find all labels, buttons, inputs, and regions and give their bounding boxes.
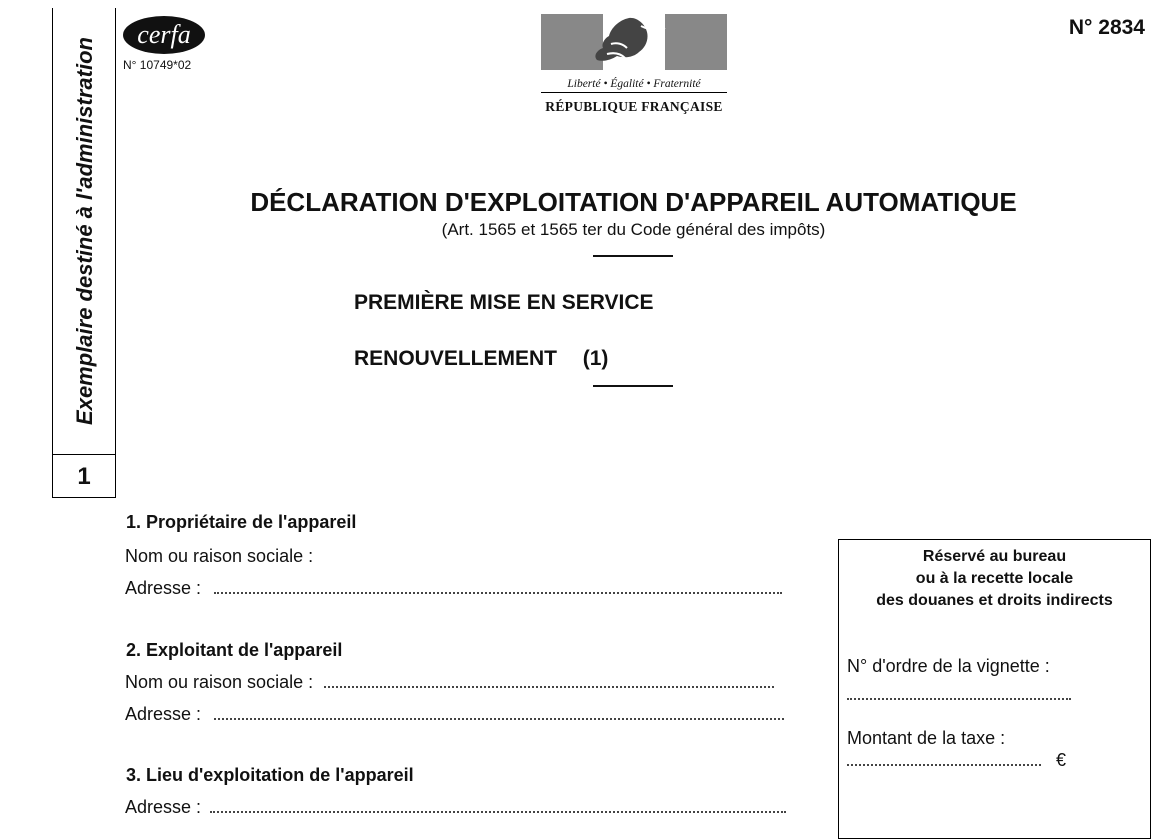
cerfa-logo (123, 16, 205, 54)
location-address-dotted-line (210, 799, 786, 813)
operator-name-field[interactable] (125, 672, 774, 693)
section-operator-heading: 2. Exploitant de l'appareil (126, 640, 343, 660)
copy-number: 1 (52, 454, 116, 498)
cerfa-number: N° 10749*02 (123, 58, 192, 72)
location-address-field[interactable] (125, 797, 786, 818)
owner-address-field[interactable] (125, 578, 782, 599)
reserved-title (839, 546, 1150, 612)
title-divider (593, 255, 673, 257)
options-divider (593, 385, 673, 387)
reserved-title-line-1: Réservé au bureau (922, 548, 1067, 565)
operator-address-dotted-line (214, 706, 784, 720)
operator-name-dotted-line (324, 674, 774, 688)
administration-copy-band (52, 8, 116, 498)
form-title: DÉCLARATION D'EXPLOITATION D'APPAREIL AUTOMATIQUE (250, 187, 1017, 217)
copy-destination-label: Exemplaire destiné à l'administration (72, 37, 98, 425)
section-owner-heading: 1. Propriétaire de l'appareil (126, 512, 357, 532)
tax-amount-field[interactable] (847, 750, 1066, 771)
option-renewal-note: (1) (582, 347, 609, 370)
form-number: N° 2834 (1068, 16, 1145, 39)
reserved-title-line-3: des douanes et droits indirects (876, 592, 1113, 609)
tax-amount-label: Montant de la taxe : (847, 728, 1006, 748)
owner-address-label: Adresse : (125, 578, 202, 598)
tax-currency-symbol: € (1056, 750, 1067, 770)
location-address-label: Adresse : (125, 797, 202, 817)
option-renewal-label: RENOUVELLEMENT (354, 347, 558, 370)
option-renewal (354, 347, 608, 371)
vignette-number-dotted-line (847, 686, 1071, 700)
republic-motto: Liberté • Égalité • Fraternité (541, 78, 727, 93)
vignette-number-field[interactable] (847, 686, 1071, 705)
owner-name-field[interactable] (125, 546, 313, 567)
owner-address-dotted-line (214, 580, 782, 594)
tax-amount-dotted-line (847, 752, 1041, 766)
operator-address-label: Adresse : (125, 704, 202, 724)
owner-name-label: Nom ou raison sociale : (125, 546, 314, 566)
vignette-number-label: N° d'ordre de la vignette : (847, 656, 1050, 676)
cerfa-logo-text: cerfa (137, 20, 191, 49)
section-location-heading: 3. Lieu d'exploitation de l'appareil (126, 765, 414, 785)
reserved-title-line-2: ou à la recette locale (915, 570, 1074, 587)
option-first-service: PREMIÈRE MISE EN SERVICE (354, 291, 654, 314)
operator-name-label: Nom ou raison sociale : (125, 672, 314, 692)
reserved-office-box (838, 539, 1151, 839)
republic-name: RÉPUBLIQUE FRANÇAISE (545, 99, 723, 114)
operator-address-field[interactable] (125, 704, 784, 725)
marianne-logo (541, 14, 727, 70)
form-subtitle: (Art. 1565 et 1565 ter du Code général des impôts) (441, 220, 826, 239)
